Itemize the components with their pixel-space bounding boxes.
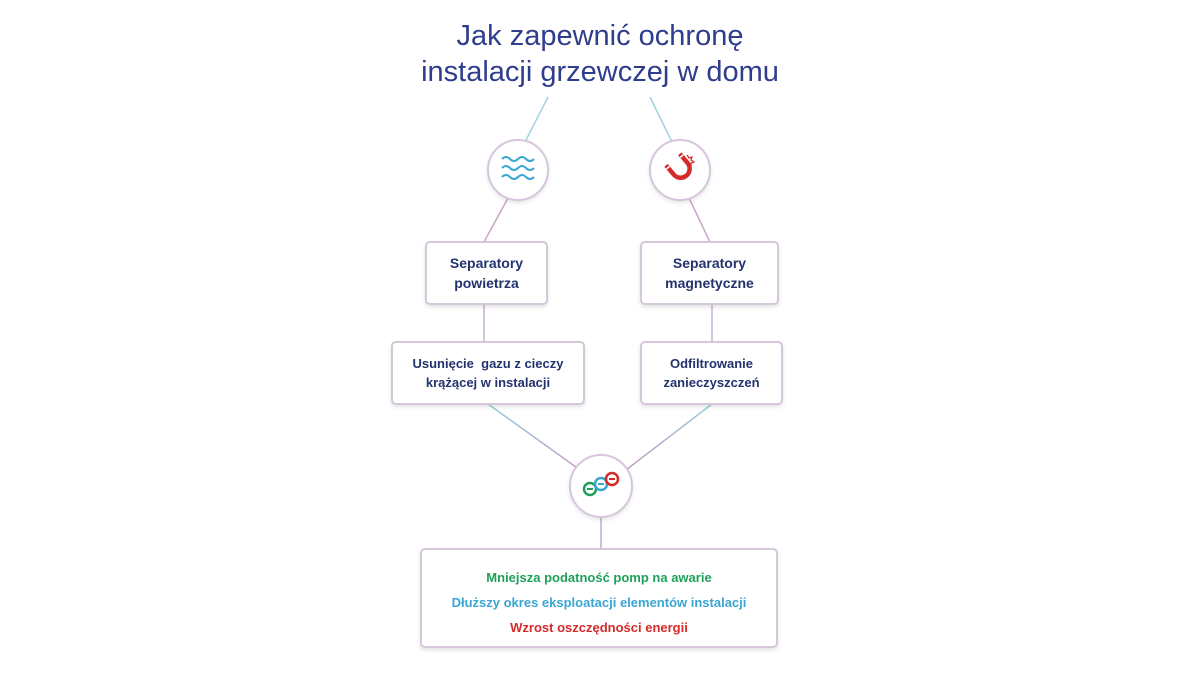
waves-icon [500, 153, 536, 188]
connector-left-merge [488, 404, 580, 470]
air-separators-line-2: powietrza [454, 275, 519, 291]
benefits-box [420, 548, 778, 648]
gas-removal-line-2: krążącej w instalacji [425, 375, 551, 390]
connector-right-merge [626, 404, 712, 470]
benefits-circle [569, 454, 633, 518]
filtration-box [640, 341, 783, 405]
benefit-energy-savings: Wzrost oszczędności energii [510, 620, 688, 635]
title-line-1: Jak zapewnić ochronę [456, 20, 744, 52]
connector-title-left [525, 97, 548, 142]
magnetic-separators-line-1: Separatory [672, 255, 747, 271]
magnet-icon [663, 151, 697, 190]
magnetic-separators-box [640, 241, 779, 305]
connector-left-circle-box [484, 198, 508, 242]
connector-right-circle-box [689, 198, 710, 242]
magnetic-separator-circle [649, 139, 711, 201]
gas-removal-box [391, 341, 585, 405]
gas-removal-line-1: Usunięcie gazu z cieczy [412, 356, 564, 371]
air-separators-box [425, 241, 548, 305]
magnetic-separators-line-2: magnetyczne [665, 275, 754, 291]
connector-title-right [650, 97, 672, 142]
air-separator-circle [487, 139, 549, 201]
benefit-pump-failure: Mniejsza podatność pomp na awarie [486, 570, 712, 585]
filtration-line-2: zanieczyszczeń [663, 375, 760, 390]
air-separators-line-1: Separatory [449, 255, 524, 271]
title-line-2: instalacji grzewczej w domu [421, 56, 779, 88]
benefit-longer-lifetime: Dłuższy okres eksploatacji elementów instalacji [451, 595, 747, 610]
gears-icon [581, 469, 621, 504]
filtration-line-1: Odfiltrowanie [669, 356, 754, 371]
